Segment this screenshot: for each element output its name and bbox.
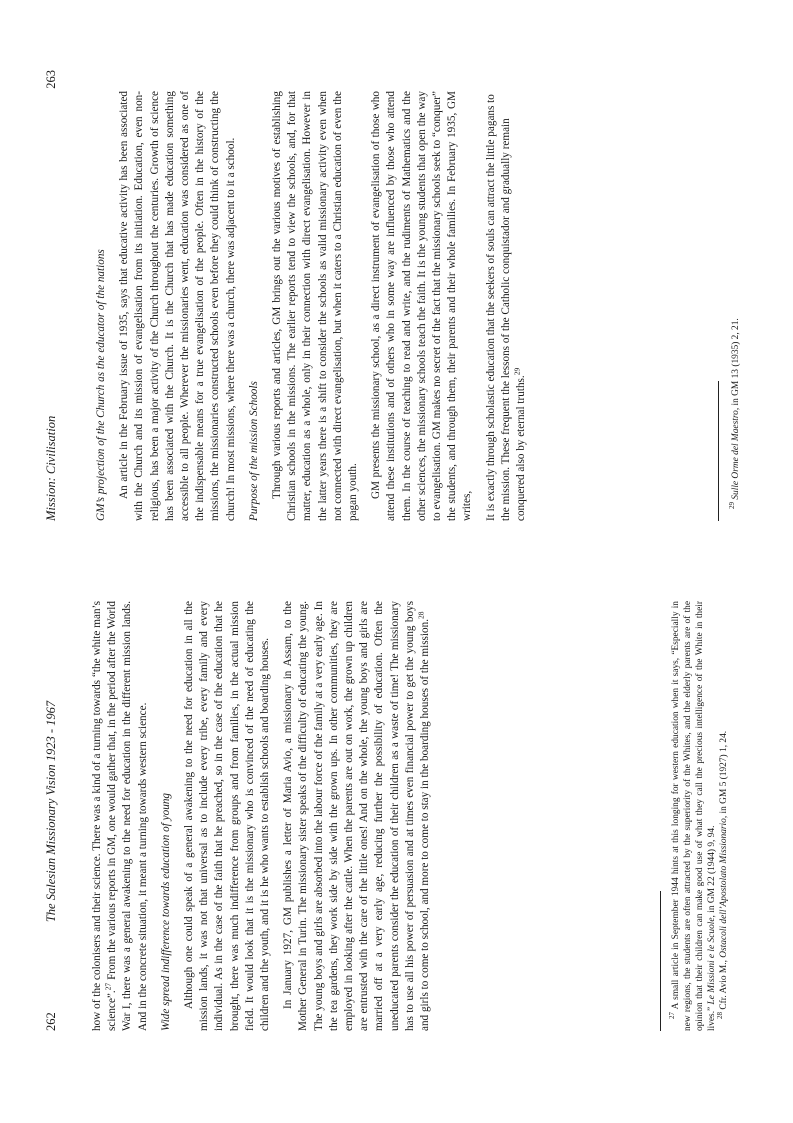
footnote-ref: 27 [103, 982, 113, 991]
left-page-body [90, 601, 441, 1031]
paragraph-text: From the various reports in GM, one would gather that, in the period after the World War I, there was a general awakening to the need for education in the different mission lands. And in the concrete situation, it meant a turning towards western science. [106, 601, 149, 1031]
footnote-number: 28 [715, 1012, 724, 1019]
paragraph: An article in the February issue of 1935, says that educative activity has been associated with the Church and its mission of evangelisation from its initiation. Education, even non-religious, has been a major activity of the Church throughout the centuries. Growth of science has been associated with the Church. It is the Church that has made education something accessible to all people. Wherever the missionaries went, education was considered as one of the indispensable means for a true evangelisation of the people. Often in the history of the missions, the missionaries constructed schools even before they could think of constructing the church! In most missions, where there was a church, there was adjacent to it a school. [118, 91, 237, 521]
paragraph-text: how of the colonisers and their science. There was a kind of a turning towards “the white man’s science”. [91, 601, 119, 1031]
paragraph-text: In January 1927, GM publishes a letter of Maria Avio, a missionary in Assam, to the Mother General in Turin. The missionary sister speaks of the difficulty of educating the young. The young boys and girls are absorbed into the labour force of the family at a very early age. In the tea gardens, they work side by side with the grown ups. In other communities, they are employed in looking after the cattle. When the parents are out on work, the grown up children are entrusted with the care of the little ones! And on the whole, the young boys and girls are married off at a very early age, reducing further the possibility of education. Often the uneducated parents consider the education of their children as a waste of time! The missionary has to use all his power of persuasion and at times even financial power to get the young boys and girls to come to school, and more to come to stay in the boarding houses of the mission. [282, 601, 432, 1031]
block-quote [484, 91, 530, 521]
left-page [0, 562, 793, 1123]
footnote-title: Ostacoli dell’Apostolato Missionario [719, 818, 729, 958]
footnote-text: , in GM 22 (1944) 9, 94. [707, 825, 717, 918]
section-heading: Wide spread indifference towards education of young [159, 792, 172, 1031]
footnote [727, 91, 742, 521]
footnote [715, 601, 730, 1031]
footnote-ref: 28 [416, 611, 426, 619]
footnote-text: Cfr. Avio M., [719, 957, 729, 1012]
quote-text: It is exactly through scholastic education that the seekers of souls can attract the little pagans to the mission. These frequent the lessons of the Catholic conquistador and gradually remain conquered also by eternal truths. [484, 94, 528, 521]
paragraph [281, 601, 433, 1031]
paragraph: Although one could speak of a general awakening to the need for education in all the mission lands, it was not that universal as to include every tribe, every family and every individual. As in the case of the faith that he preached, so in the case of the education that he brought, there was much indifference from groups and from families, in the actual mission field. It would look that it is the missionary who is convinced of the need of educating the children and the youth, and it is he who wants to establish schools and boarding houses. [183, 601, 272, 1031]
footnote-text: A small article in September 1944 hints at this longing for western education when it says, “Especially in new regions, the students are often attracted by the superiority of the Whites, and the elderly parents are of the opinion that their children can make good use of what they call the precious intelligence of the White in their lives.” [671, 601, 717, 1031]
page-number: 262 [44, 1012, 58, 1031]
footnote-number: 29 [727, 502, 736, 509]
footnote-number: 27 [667, 1012, 676, 1019]
section-heading: Purpose of the mission Schools [247, 381, 260, 521]
paragraph: GM presents the missionary school, as a direct instrument of evangelisation of those who attend these institutions and of others who in some way are influenced by those who attend them. In the course of teaching to read and write, and the rudiments of Mathematics and the other sciences, the missionary schools teach the faith. It is the young students that open the way to evangelisation. GM makes no secret of the fact that the missionary schools seek to “conquer” the students, and through them, their parents and their whole families. In February 1935, GM writes, [370, 91, 474, 521]
footnote-rule [718, 381, 719, 521]
footnote-rule [660, 891, 661, 1031]
footnote-title: Sulle Orme del Maestro [731, 410, 741, 502]
paragraph [90, 601, 151, 1031]
footnote-text: , in GM 13 (1935) 2, 21. [731, 318, 741, 411]
section-heading: GM’s projection of the Church as the educator of the nations [95, 249, 107, 521]
footnote-text: , in GM 5 (1927) 1, 24. [719, 730, 729, 819]
running-title: The Salesian Missionary Vision 1923 - 1967 [44, 700, 58, 923]
footnote-ref: 29 [512, 367, 522, 376]
left-page-header [44, 592, 64, 1031]
footnotes [727, 91, 742, 521]
footnote [667, 601, 718, 1031]
footnote-title: Le Missioni e le Scuole [707, 917, 717, 1005]
page-number: 263 [44, 70, 58, 89]
right-page-body [90, 91, 537, 521]
paragraph: Through various reports and articles, GM brings out the various motives of establishing Christian schools in the missions. The earlier reports tend to view the schools, and, for that matter, education as a whole, only in their connection with direct evangelisation. However in the latter years there is a shift to consider the schools as valid missionary activity even when not connected with direct evangelisation, but when it caters to a Christian education of even the pagan youth. [271, 91, 360, 521]
footnotes [667, 601, 730, 1031]
right-page [0, 0, 793, 561]
running-title: Mission: Civilisation [44, 415, 58, 521]
right-page-header [44, 70, 64, 521]
